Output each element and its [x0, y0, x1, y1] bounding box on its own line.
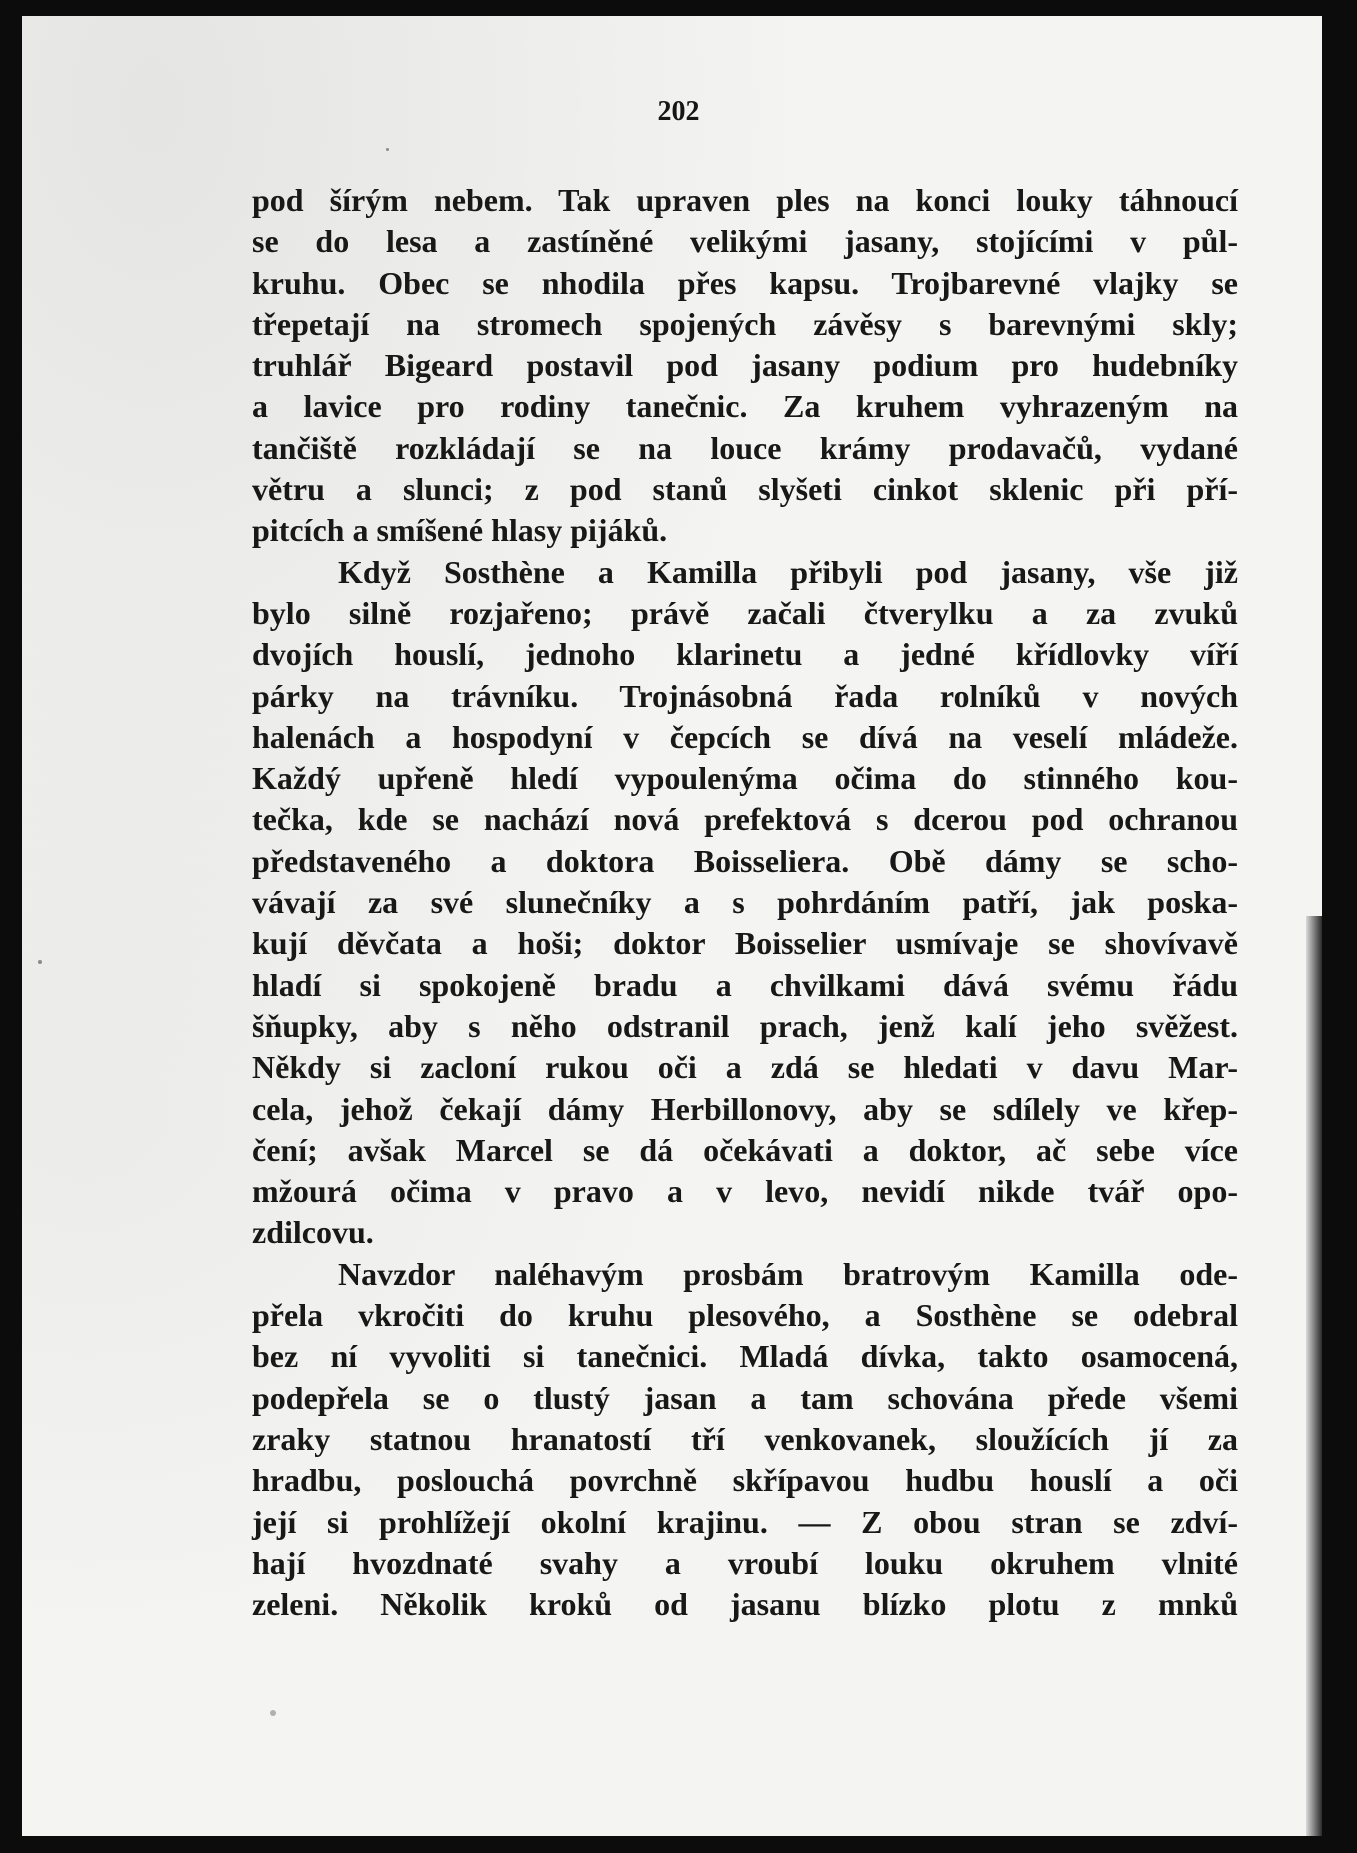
text-line: halenách a hospodyní v čepcích se dívá na veselí mládeže.	[252, 718, 1238, 755]
text-line: přela vkročiti do kruhu plesového, a Sosthène se odebral	[252, 1297, 1238, 1334]
text-line: třepetají na stromech spojených závěsy s barevnými skly;	[252, 305, 1238, 342]
text-line: zdilcovu.	[252, 1214, 374, 1251]
scan-speck	[38, 960, 42, 964]
text-line: větru a slunci; z pod stanů slyšeti cinkot sklenic při pří-	[252, 471, 1238, 508]
text-line: mžourá očima v pravo a v levo, nevidí nikde tvář opo-	[252, 1173, 1238, 1210]
text-line: kují děvčata a hoši; doktor Boisselier usmívaje se shovívavě	[252, 925, 1238, 962]
text-line: dvojích houslí, jednoho klarinetu a jedné křídlovky víří	[252, 636, 1238, 673]
text-line: Někdy si zacloní rukou oči a zdá se hledati v davu Mar-	[252, 1049, 1238, 1086]
text-line: se do lesa a zastíněné velikými jasany, stojícími v půl-	[252, 223, 1238, 260]
text-line: cela, jehož čekají dámy Herbillonovy, aby se sdílely ve křep-	[252, 1090, 1238, 1127]
text-line: pod šírým nebem. Tak upraven ples na konci louky táhnoucí	[252, 182, 1238, 218]
text-line: tečka, kde se nachází nová prefektová s dcerou pod ochranou	[252, 801, 1238, 838]
text-line: vávají za své slunečníky a s pohrdáním patří, jak poska-	[252, 884, 1238, 921]
text-line: truhlář Bigeard postavil pod jasany podium pro hudebníky	[252, 347, 1238, 384]
text-line: hají hvozdnaté svahy a vroubí louku okruhem vlnité	[252, 1544, 1238, 1581]
text-line: Navzdor naléhavým prosbám bratrovým Kamilla ode-	[338, 1255, 1238, 1292]
text-line: hradbu, poslouchá povrchně skřípavou hudbu houslí a oči	[252, 1462, 1238, 1499]
text-line: tančiště rozkládají se na louce krámy prodavačů, vydané	[252, 429, 1238, 466]
text-line: pitcích a smíšené hlasy pijáků.	[252, 512, 668, 549]
text-line: bez ní vyvoliti si tanečnici. Mladá dívka, takto osamocená,	[252, 1338, 1238, 1375]
text-line: podepřela se o tlustý jasan a tam schována přede všemi	[252, 1379, 1238, 1416]
page-edge-shadow	[1306, 916, 1322, 1836]
text-line: Když Sosthène a Kamilla přibyli pod jasany, vše již	[338, 553, 1238, 590]
text-line: šňupky, aby s něho odstranil prach, jenž kalí jeho svěžest.	[252, 1007, 1238, 1044]
text-line: její si prohlížejí okolní krajinu. — Z obou stran se zdví-	[252, 1503, 1238, 1540]
text-line: Každý upřeně hledí vypoulenýma očima do stinného kou-	[252, 760, 1238, 797]
text-line: a lavice pro rodiny tanečnic. Za kruhem vyhrazeným na	[252, 388, 1238, 425]
text-line: kruhu. Obec se nhodila přes kapsu. Trojbarevné vlajky se	[252, 264, 1238, 301]
text-line: čení; avšak Marcel se dá očekávati a doktor, ač sebe více	[252, 1131, 1238, 1168]
text-line: párky na trávníku. Trojnásobná řada rolníků v nových	[252, 677, 1238, 714]
text-line: představeného a doktora Boisseliera. Obě dámy se scho-	[252, 842, 1238, 879]
page-number: 202	[657, 96, 700, 127]
text-line: zeleni. Několik kroků od jasanu blízko plotu z mnků	[252, 1586, 1238, 1623]
text-line: bylo silně rozjařeno; právě začali čtverylku a za zvuků	[252, 594, 1238, 631]
body-text	[252, 180, 1238, 1625]
text-line: hladí si spokojeně bradu a chvilkami dává svému řádu	[252, 966, 1238, 1003]
scan-speck	[386, 148, 389, 151]
scan-speck	[270, 1710, 276, 1716]
text-line: zraky statnou hranatostí tří venkovanek, sloužících jí za	[252, 1420, 1238, 1457]
